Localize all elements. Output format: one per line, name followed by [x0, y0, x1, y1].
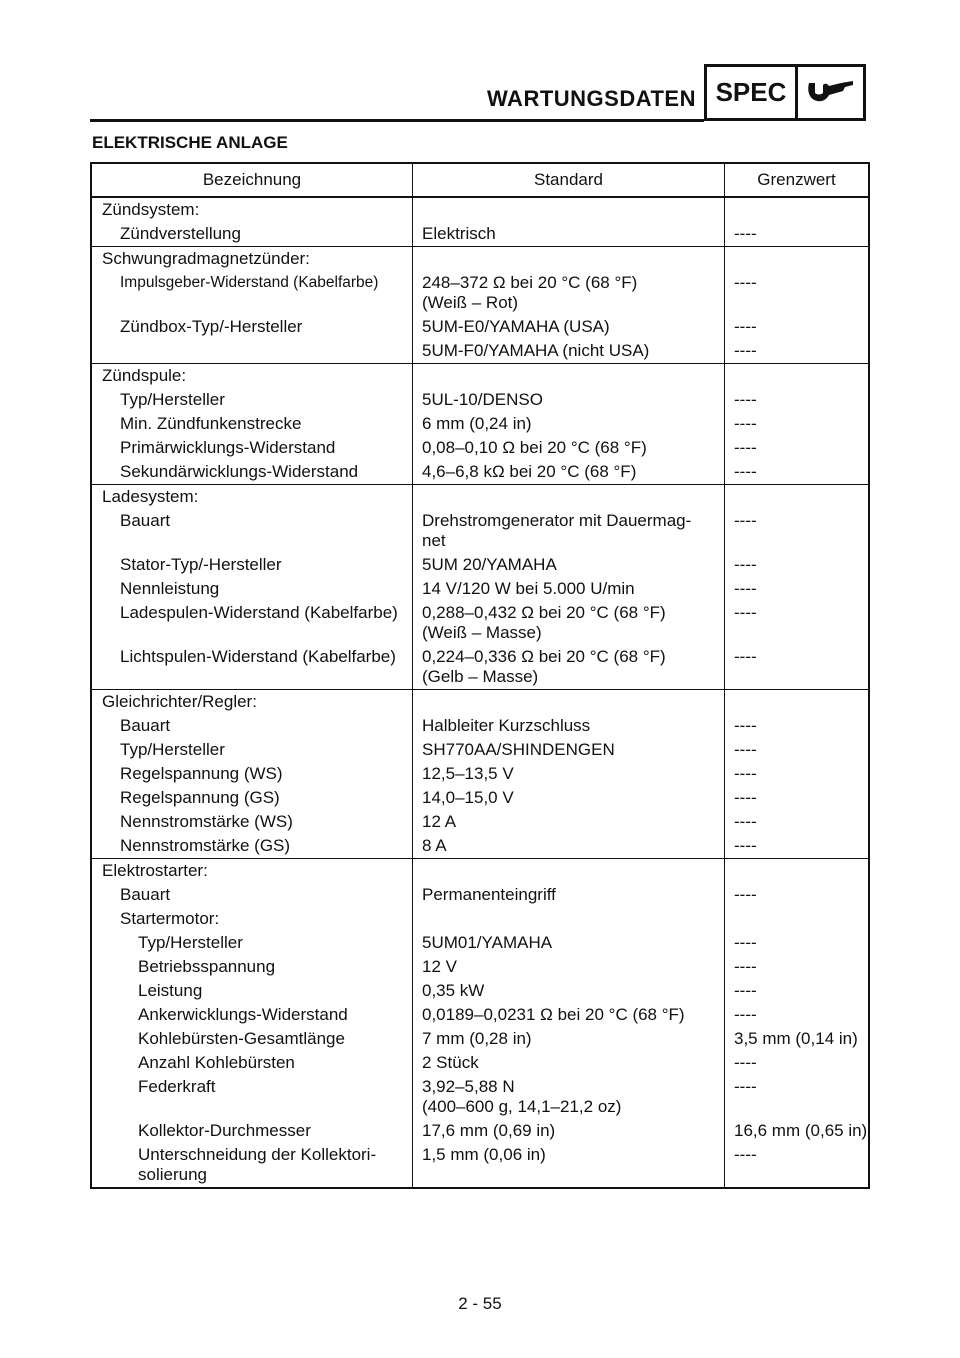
standard-value: 0,0189–0,0231 Ω bei 20 °C (68 °F) [422, 1005, 685, 1024]
standard-value: 12 A [422, 812, 457, 831]
table-row [91, 1003, 869, 1027]
cell-standard [413, 786, 725, 810]
table-row [91, 1075, 869, 1119]
cell-standard [413, 577, 725, 601]
cell-bezeichnung [91, 859, 413, 884]
header-rule [90, 119, 704, 122]
standard-value: 5UM-E0/YAMAHA (USA) [422, 317, 610, 336]
table-row [91, 1051, 869, 1075]
cell-bezeichnung [91, 247, 413, 272]
cell-standard [413, 315, 725, 339]
cell-grenzwert [725, 315, 870, 339]
cell-standard [413, 907, 725, 931]
cell-standard [413, 690, 725, 715]
spec-table [90, 162, 870, 1189]
cell-grenzwert [725, 810, 870, 834]
table-row [91, 1027, 869, 1051]
limit-value: ---- [734, 885, 757, 904]
cell-standard [413, 509, 725, 553]
cell-grenzwert [725, 388, 870, 412]
cell-bezeichnung [91, 364, 413, 389]
standard-value: 0,35 kW [422, 981, 485, 1000]
cell-grenzwert [725, 979, 870, 1003]
item-name: Nennstromstärke (GS) [120, 836, 291, 855]
table-row [91, 762, 869, 786]
cell-bezeichnung [91, 485, 413, 510]
item-name: Regelspannung (WS) [120, 764, 283, 783]
standard-value: 14 V/120 W bei 5.000 U/min [422, 579, 635, 598]
spec-label: SPEC [707, 67, 798, 118]
cell-grenzwert [725, 1003, 870, 1027]
cell-standard [413, 714, 725, 738]
item-name: Bauart [120, 885, 171, 904]
spec-badge [704, 64, 866, 121]
cell-bezeichnung [91, 1143, 413, 1188]
cell-standard [413, 1075, 725, 1119]
table-row [91, 1119, 869, 1143]
item-name: Kollektor-Durchmesser [138, 1121, 311, 1140]
table-row [91, 645, 869, 690]
standard-value: 248–372 Ω bei 20 °C (68 °F) (Weiß – Rot) [422, 273, 638, 312]
cell-grenzwert [725, 738, 870, 762]
cell-bezeichnung [91, 1003, 413, 1027]
table-row [91, 738, 869, 762]
table-body [91, 197, 869, 1188]
cell-grenzwert [725, 339, 870, 364]
cell-grenzwert [725, 601, 870, 645]
table-row [91, 883, 869, 907]
table-row [91, 339, 869, 364]
item-name: Min. Zündfunkenstrecke [120, 414, 302, 433]
table-row [91, 931, 869, 955]
limit-value: ---- [734, 555, 757, 574]
table-header-row [91, 163, 869, 197]
cell-grenzwert [725, 553, 870, 577]
item-name: Gleichrichter/Regler: [102, 692, 257, 711]
cell-grenzwert [725, 762, 870, 786]
cell-bezeichnung [91, 762, 413, 786]
table-row [91, 197, 869, 222]
cell-bezeichnung [91, 810, 413, 834]
cell-bezeichnung [91, 460, 413, 485]
page-number: 2 - 55 [458, 1294, 502, 1313]
standard-value: 4,6–6,8 kΩ bei 20 °C (68 °F) [422, 462, 637, 481]
cell-standard [413, 1119, 725, 1143]
cell-grenzwert [725, 690, 870, 715]
cell-grenzwert [725, 364, 870, 389]
cell-standard [413, 762, 725, 786]
item-name: Leistung [138, 981, 203, 1000]
cell-standard [413, 553, 725, 577]
page-title: WARTUNGSDATEN [487, 86, 696, 111]
standard-value: 2 Stück [422, 1053, 479, 1072]
item-name: Typ/Hersteller [138, 933, 243, 952]
cell-grenzwert [725, 1119, 870, 1143]
table-row [91, 412, 869, 436]
item-name: Anzahl Kohlebürsten [138, 1053, 295, 1072]
standard-value: Elektrisch [422, 224, 496, 243]
cell-standard [413, 834, 725, 859]
cell-standard [413, 810, 725, 834]
limit-value: 16,6 mm (0,65 in) [734, 1121, 868, 1140]
standard-value: 12 V [422, 957, 457, 976]
limit-value: ---- [734, 1005, 757, 1024]
cell-standard [413, 955, 725, 979]
cell-bezeichnung [91, 907, 413, 931]
item-name: Elektrostarter: [102, 861, 208, 880]
column-header: Standard [413, 163, 725, 197]
cell-bezeichnung [91, 1027, 413, 1051]
cell-bezeichnung [91, 690, 413, 715]
cell-grenzwert [725, 1051, 870, 1075]
column-header: Grenzwert [725, 163, 870, 197]
table-row [91, 955, 869, 979]
cell-bezeichnung [91, 645, 413, 690]
item-name: Impulsgeber-Widerstand (Kabelfarbe) [120, 274, 379, 291]
limit-value: ---- [734, 812, 757, 831]
item-name: Nennstromstärke (WS) [120, 812, 293, 831]
limit-value: ---- [734, 273, 757, 292]
item-name: Kohlebürsten-Gesamtlänge [138, 1029, 345, 1048]
standard-value: 5UL-10/DENSO [422, 390, 543, 409]
standard-value: 14,0–15,0 V [422, 788, 514, 807]
table-row [91, 247, 869, 272]
limit-value: ---- [734, 1053, 757, 1072]
cell-standard [413, 222, 725, 247]
table-row [91, 436, 869, 460]
cell-bezeichnung [91, 738, 413, 762]
item-name: Betriebsspannung [138, 957, 276, 976]
item-name: Bauart [120, 716, 171, 735]
cell-standard [413, 1051, 725, 1075]
standard-value: 12,5–13,5 V [422, 764, 514, 783]
item-name: Typ/Hersteller [120, 390, 225, 409]
standard-value: 17,6 mm (0,69 in) [422, 1121, 556, 1140]
item-name: Primärwicklungs-Widerstand [120, 438, 336, 457]
cell-grenzwert [725, 485, 870, 510]
item-name: Ladesystem: [102, 487, 199, 506]
cell-bezeichnung [91, 786, 413, 810]
limit-value: ---- [734, 788, 757, 807]
cell-grenzwert [725, 786, 870, 810]
cell-grenzwert [725, 271, 870, 315]
table-row [91, 1143, 869, 1188]
cell-bezeichnung [91, 577, 413, 601]
table-row [91, 271, 869, 315]
cell-grenzwert [725, 1027, 870, 1051]
cell-grenzwert [725, 931, 870, 955]
limit-value: ---- [734, 462, 757, 481]
cell-standard [413, 271, 725, 315]
table-row [91, 460, 869, 485]
limit-value: ---- [734, 603, 757, 622]
cell-bezeichnung [91, 271, 413, 315]
cell-bezeichnung [91, 412, 413, 436]
cell-grenzwert [725, 883, 870, 907]
cell-bezeichnung [91, 388, 413, 412]
cell-bezeichnung [91, 979, 413, 1003]
table-row [91, 485, 869, 510]
standard-value: Halbleiter Kurzschluss [422, 716, 591, 735]
item-name: Zündbox-Typ/-Hersteller [120, 317, 303, 336]
item-name: Schwungradmagnetzünder: [102, 249, 310, 268]
standard-value: 0,08–0,10 Ω bei 20 °C (68 °F) [422, 438, 647, 457]
cell-bezeichnung [91, 601, 413, 645]
cell-standard [413, 485, 725, 510]
item-name: Nennleistung [120, 579, 220, 598]
cell-bezeichnung [91, 315, 413, 339]
cell-grenzwert [725, 834, 870, 859]
cell-bezeichnung [91, 197, 413, 222]
cell-grenzwert [725, 907, 870, 931]
item-name: Typ/Hersteller [120, 740, 225, 759]
item-name: Zündspule: [102, 366, 187, 385]
cell-standard [413, 1003, 725, 1027]
standard-value: Drehstromgenerator mit Dauermag- net [422, 511, 692, 550]
item-name: Bauart [120, 511, 171, 530]
limit-value: ---- [734, 957, 757, 976]
limit-value: ---- [734, 579, 757, 598]
table-row [91, 509, 869, 553]
cell-bezeichnung [91, 834, 413, 859]
standard-value: 5UM01/YAMAHA [422, 933, 553, 952]
table-row [91, 786, 869, 810]
table-row [91, 315, 869, 339]
limit-value: ---- [734, 740, 757, 759]
cell-grenzwert [725, 714, 870, 738]
cell-grenzwert [725, 222, 870, 247]
cell-grenzwert [725, 955, 870, 979]
table-row [91, 979, 869, 1003]
cell-grenzwert [725, 1143, 870, 1188]
cell-bezeichnung [91, 436, 413, 460]
cell-standard [413, 1027, 725, 1051]
item-name: Stator-Typ/-Hersteller [120, 555, 282, 574]
limit-value: ---- [734, 1145, 757, 1164]
cell-bezeichnung [91, 931, 413, 955]
item-name: Federkraft [138, 1077, 216, 1096]
item-name: Ankerwicklungs-Widerstand [138, 1005, 348, 1024]
limit-value: ---- [734, 438, 757, 457]
limit-value: ---- [734, 933, 757, 952]
cell-grenzwert [725, 436, 870, 460]
cell-standard [413, 364, 725, 389]
cell-grenzwert [725, 859, 870, 884]
cell-standard [413, 601, 725, 645]
item-name: Zündverstellung [120, 224, 241, 243]
cell-bezeichnung [91, 883, 413, 907]
section-title: ELEKTRISCHE ANLAGE [92, 133, 288, 152]
limit-value: ---- [734, 764, 757, 783]
cell-standard [413, 388, 725, 412]
limit-value: ---- [734, 981, 757, 1000]
standard-value: 0,224–0,336 Ω bei 20 °C (68 °F) (Gelb – Masse) [422, 647, 666, 686]
table-row [91, 222, 869, 247]
table-row [91, 601, 869, 645]
limit-value: 3,5 mm (0,14 in) [734, 1029, 858, 1048]
cell-bezeichnung [91, 1075, 413, 1119]
item-name: Sekundärwicklungs-Widerstand [120, 462, 359, 481]
cell-bezeichnung [91, 1051, 413, 1075]
cell-grenzwert [725, 509, 870, 553]
cell-standard [413, 339, 725, 364]
column-header: Bezeichnung [91, 163, 413, 197]
limit-value: ---- [734, 1077, 757, 1096]
cell-standard [413, 738, 725, 762]
standard-value: 3,92–5,88 N (400–600 g, 14,1–21,2 oz) [422, 1077, 622, 1116]
cell-grenzwert [725, 197, 870, 222]
limit-value: ---- [734, 390, 757, 409]
standard-value: 5UM 20/YAMAHA [422, 555, 557, 574]
limit-value: ---- [734, 511, 757, 530]
table-row [91, 690, 869, 715]
cell-standard [413, 931, 725, 955]
limit-value: ---- [734, 836, 757, 855]
cell-bezeichnung [91, 1119, 413, 1143]
cell-standard [413, 883, 725, 907]
standard-value: SH770AA/SHINDENGEN [422, 740, 615, 759]
item-name: Unterschneidung der Kollektori- solierung [138, 1145, 377, 1184]
limit-value: ---- [734, 414, 757, 433]
cell-grenzwert [725, 247, 870, 272]
table-row [91, 859, 869, 884]
item-name: Lichtspulen-Widerstand (Kabelfarbe) [120, 647, 396, 666]
limit-value: ---- [734, 224, 757, 243]
item-name: Ladespulen-Widerstand (Kabelfarbe) [120, 603, 398, 622]
standard-value: 6 mm (0,24 in) [422, 414, 532, 433]
item-name: Regelspannung (GS) [120, 788, 280, 807]
cell-bezeichnung [91, 714, 413, 738]
standard-value: 1,5 mm (0,06 in) [422, 1145, 546, 1164]
cell-grenzwert [725, 1075, 870, 1119]
cell-grenzwert [725, 577, 870, 601]
limit-value: ---- [734, 716, 757, 735]
cell-grenzwert [725, 645, 870, 690]
cell-standard [413, 412, 725, 436]
item-name: Zündsystem: [102, 200, 200, 219]
cell-standard [413, 979, 725, 1003]
table-row [91, 810, 869, 834]
standard-value: Permanenteingriff [422, 885, 556, 904]
table-row [91, 388, 869, 412]
table-row [91, 553, 869, 577]
cell-bezeichnung [91, 955, 413, 979]
standard-value: 0,288–0,432 Ω bei 20 °C (68 °F) (Weiß – Masse) [422, 603, 666, 642]
cell-standard [413, 645, 725, 690]
standard-value: 8 A [422, 836, 447, 855]
cell-grenzwert [725, 460, 870, 485]
limit-value: ---- [734, 647, 757, 666]
cell-standard [413, 460, 725, 485]
cell-bezeichnung [91, 509, 413, 553]
item-name: Startermotor: [120, 909, 220, 928]
wrench-icon [798, 67, 863, 118]
cell-grenzwert [725, 412, 870, 436]
standard-value: 5UM-F0/YAMAHA (nicht USA) [422, 341, 650, 360]
cell-standard [413, 1143, 725, 1188]
table-row [91, 714, 869, 738]
cell-bezeichnung [91, 222, 413, 247]
table-row [91, 834, 869, 859]
cell-bezeichnung [91, 339, 413, 364]
table-row [91, 364, 869, 389]
standard-value: 7 mm (0,28 in) [422, 1029, 532, 1048]
table-row [91, 577, 869, 601]
cell-bezeichnung [91, 553, 413, 577]
cell-standard [413, 436, 725, 460]
limit-value: ---- [734, 317, 757, 336]
cell-standard [413, 197, 725, 222]
table-row [91, 907, 869, 931]
limit-value: ---- [734, 341, 757, 360]
cell-standard [413, 859, 725, 884]
cell-standard [413, 247, 725, 272]
